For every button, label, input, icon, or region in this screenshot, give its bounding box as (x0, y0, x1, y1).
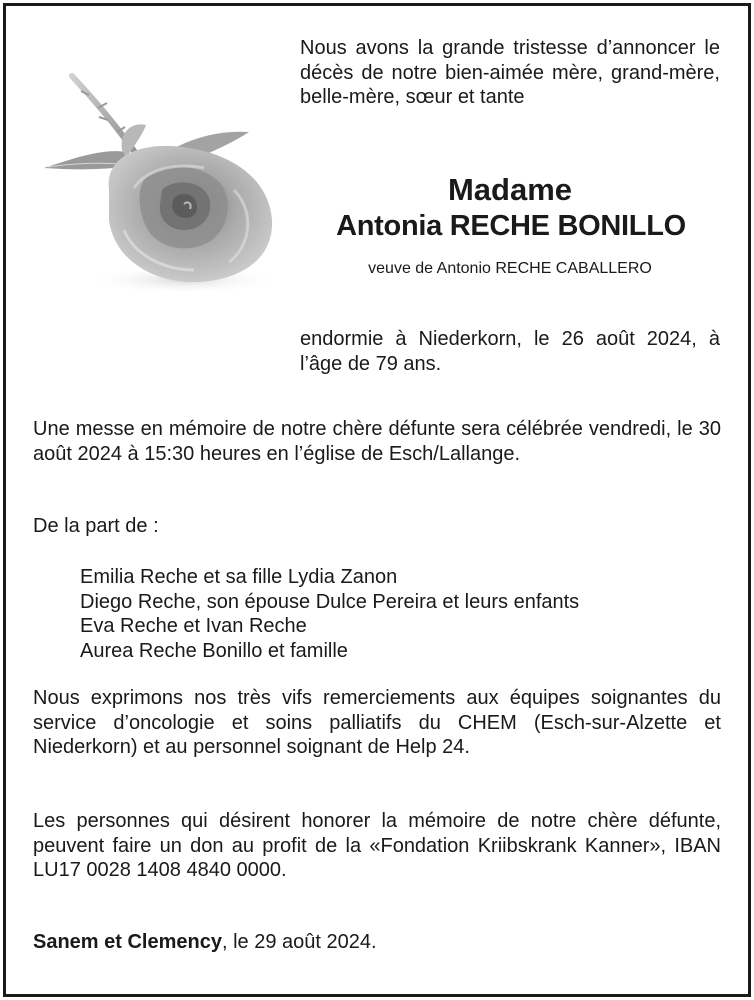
intro-announcement: Nous avons la grande tristesse d’annoncer le décès de notre bien-aimée mère, grand-mère, belle-mère, sœur et tante (300, 37, 720, 108)
signature-place: Sanem et Clemency (33, 931, 222, 953)
rose-illustration (34, 70, 284, 300)
family-list (80, 565, 720, 663)
family-member: Emilia Reche et sa fille Lydia Zanon (80, 566, 398, 588)
honorific-title: Madame (447, 172, 573, 207)
thanks-paragraph: Nous exprimons nos très vifs remerciements aux équipes soignantes du service d’oncologie et soins palliatifs du CHEM (Esch-sur-Alzette et Niederkorn) et au personnel soignant de Help 24. (33, 687, 721, 758)
deceased-name: Antonia RECHE BONILLO (336, 210, 686, 242)
mass-notice: Une messe en mémoire de notre chère défunte sera célébrée vendredi, le 30 août 2024 à 15:30 heures en l’église de Esch/Lallange. (33, 418, 721, 465)
death-notice: endormie à Niederkorn, le 26 août 2024, à l’âge de 79 ans. (300, 328, 720, 375)
family-member: Aurea Reche Bonillo et famille (80, 639, 348, 662)
signature-date: , le 29 août 2024. (221, 931, 377, 953)
widow-of-line: veuve de Antonio RECHE CABALLERO (368, 260, 652, 277)
from-label: De la part de : (33, 515, 159, 537)
family-member: Diego Reche, son épouse Dulce Pereira et leurs enfants (80, 590, 580, 613)
donation-paragraph: Les personnes qui désirent honorer la mémoire de notre chère défunte, peuvent faire un don au profit de la «Fondation Kriibskrank Kanner», IBAN LU17 0028 1408 4840 0000. (33, 810, 721, 881)
signature-line (33, 930, 721, 955)
family-member: Eva Reche et Ivan Reche (80, 615, 307, 637)
